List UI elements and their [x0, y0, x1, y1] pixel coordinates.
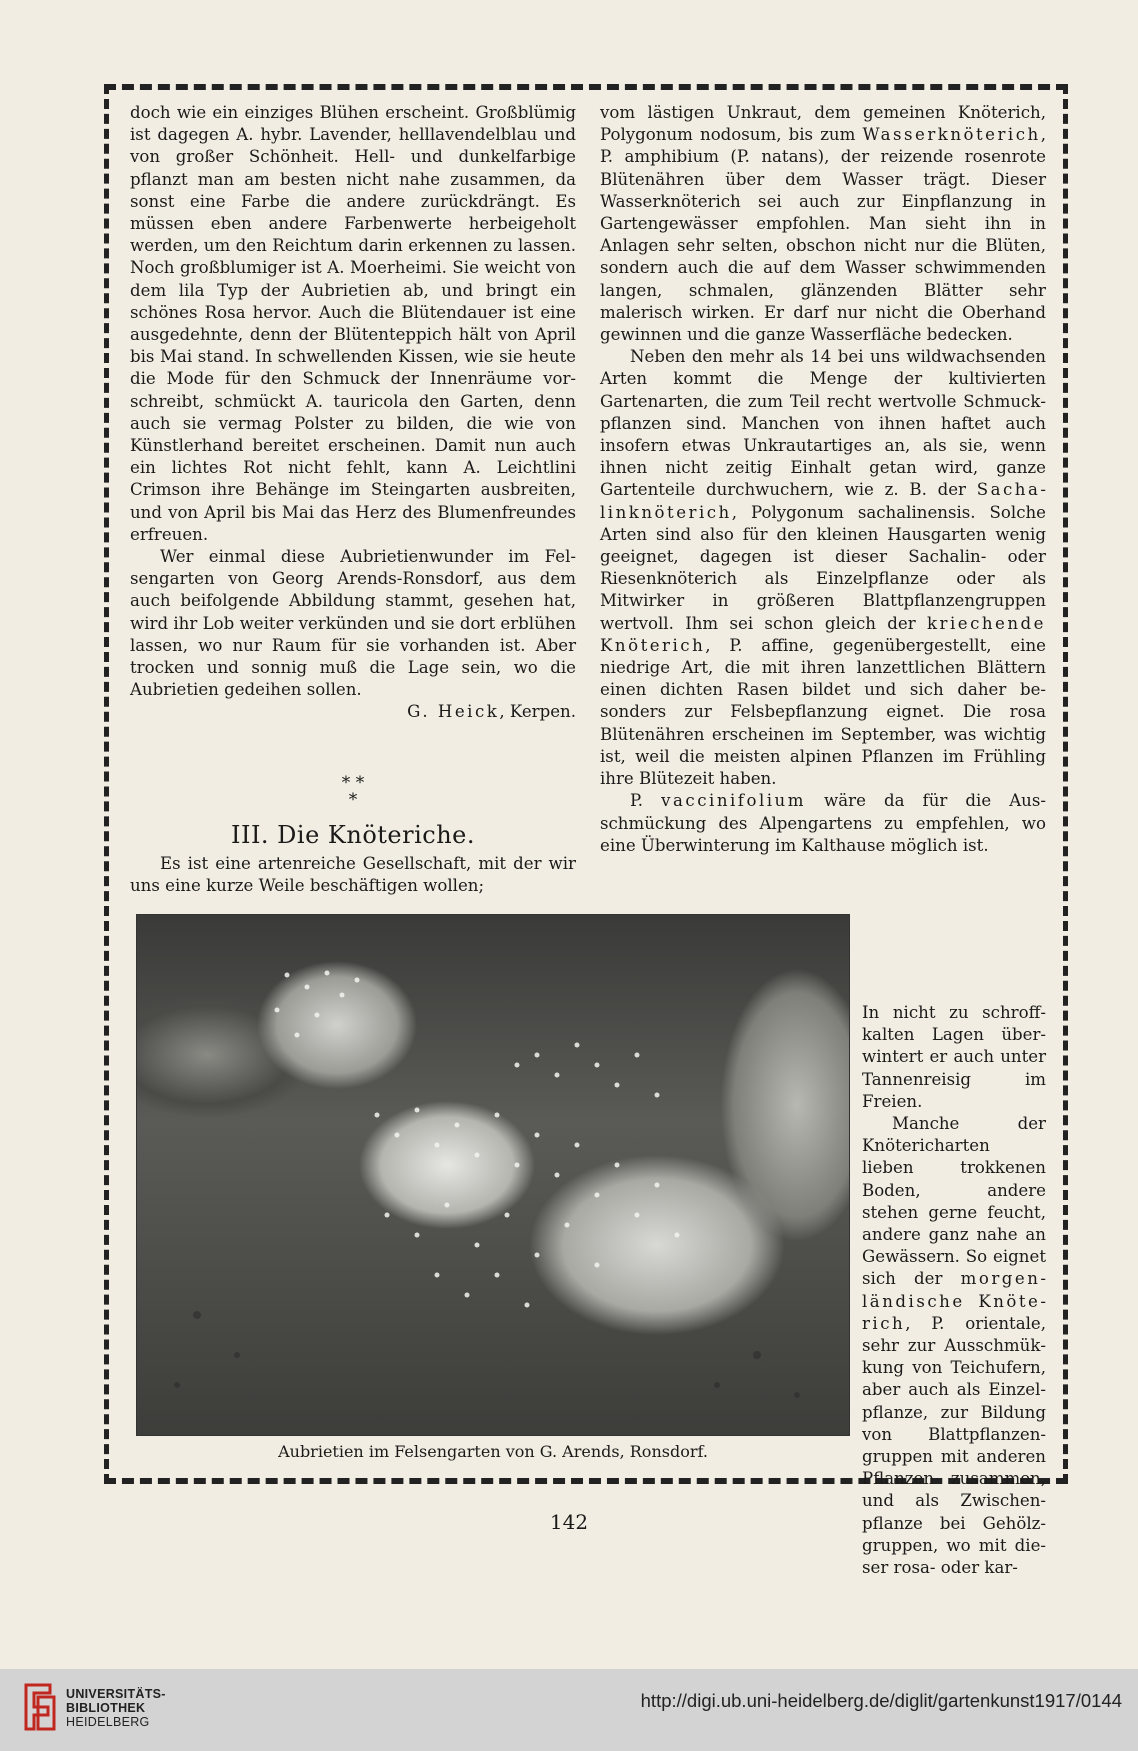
narrow-column	[862, 1002, 1046, 1579]
paragraph	[600, 790, 1046, 857]
source-url-link[interactable]: http://digi.ub.uni-heidelberg.de/diglit/gartenkunst1917/0144	[640, 1690, 1122, 1711]
paragraph: Es ist eine artenreiche Gesellschaft, mit der wir uns eine kurze Weile beschäftigen wollen;	[130, 854, 576, 896]
left-column	[130, 102, 576, 724]
page-number: 142	[549, 1510, 589, 1534]
spaced-term: kriechende Knöterich	[600, 613, 1046, 655]
text-run: , P. orientale, sehr zur Ausschmükkung von Teichufern, aber auch als Einzelpflanze, zur Bildung von Blattpflanzengruppen mit anderen Pflanzen zusammen, und als Zwischenpflanze bei Gehölzgruppen, wo mit dieser rosa- oder kar-	[862, 1313, 1046, 1578]
library-logo-icon	[22, 1681, 58, 1733]
text-run: , P. affine, gegenübergestellt, eine niedrige Art, die mit ihren lanzettlichen Blättern einen dichten Rasen bildet und sich daher besonders zur Felsbepflanzung eignet. Die rosa Blütenähren erscheinen im September, was wichtig ist, weil die meisten alpinen Pflanzen im Frühling ihre Blütezeit haben.	[600, 635, 1046, 789]
text-run: , Polygonum sachalinensis. Solche Arten sind also für den kleinen Hausgarten wenig geeignet, dagegen ist dieser Sachalin- oder Riesenknöterich als Einzelpflanze oder als Mitwirker in größeren Blattpflanzengruppen wertvoll. Ihm sei schon gleich der	[600, 502, 1046, 633]
right-column	[600, 102, 1046, 857]
spaced-term: Wasserknöterich	[862, 125, 1041, 145]
text-run: P.	[630, 791, 662, 811]
library-logo-text	[66, 1687, 166, 1729]
stars-top: * *	[341, 773, 365, 793]
paragraph: Wer einmal diese Aubrietienwunder im Felsengarten von Georg Arends-Ronsdorf, aus dem auch beifolgende Abbildung stammt, gesehen hat, wird ihr Lob weiter verkünden und sie dort erblühen lassen, wo nur Raum für sie vorhanden ist. Aber trocken und sonnig muß die Lage sein, wo die Aubrietien gedeihen sollen.	[130, 547, 576, 700]
aubrietia-rock-garden-photo	[136, 914, 850, 1436]
text-run: vom lästigen Unkraut, dem gemeinen Knöterich, Polygonum nodosum, bis zum	[600, 103, 1046, 145]
logo-line: UNIVERSITÄTS-	[66, 1687, 166, 1701]
paragraph: In nicht zu schroffkalten Lagen überwintert er auch unter Tannenreisig im Freien.	[862, 1003, 1046, 1111]
paragraph: doch wie ein einziges Blühen erscheint. Großblümig ist dagegen A. hybr. Lavender, helllavendelblau und von großer Schönheit. Hell- und dunkelfarbige pflanzt man am besten nicht nahe zusammen, da sonst eine Farbe die andere zurückdrängt. Es müssen eben andere Farbenwerte herbeigeholt werden, um den Reichtum darin erkennen zu lassen. Noch großblumiger ist A. Moerheimi. Sie weicht von dem lila Typ der Aubrietien ab, und bringt ein schönes Rosa hervor. Auch die Blütendauer ist eine ausgedehnte, denn der Blütenteppich hält von April bis Mai stand. In schwellenden Kissen, wie sie heute die Mode für den Schmuck der Innenräume vorschreibt, schmückt A. tauricola den Garten, denn auch sie vermag Polster zu bilden, die wie von Künstlerhand bereitet erscheinen. Damit nun auch ein lichtes Rot nicht fehlt, kann A. Leichtlini Crimson ihre Behänge im Steingarten ausbreiten, und von April bis Mai das Herz des Blumenfreundes erfreuen.	[130, 103, 576, 544]
spaced-term: Sachalinknöterich	[600, 480, 1046, 522]
text-run: wäre da für die Ausschmückung des Alpengartens zu empfehlen, wo eine Überwinterung im Kalthause möglich ist.	[600, 791, 1046, 855]
spaced-term: morgenländische Knöterich	[862, 1269, 1046, 1333]
author-signature	[130, 701, 576, 723]
section-heading: III. Die Knöteriche.	[230, 821, 475, 849]
spaced-term: vaccinifolium	[661, 791, 806, 811]
photo-texture	[137, 915, 849, 1435]
author-name: G. Heick	[407, 702, 500, 722]
stars-bottom: *	[348, 790, 358, 810]
logo-line: HEIDELBERG	[66, 1715, 150, 1729]
section-divider-stars	[300, 775, 406, 809]
paragraph	[600, 346, 1046, 790]
author-place: , Kerpen.	[499, 702, 576, 722]
paragraph	[600, 102, 1046, 346]
left-column-lower	[130, 853, 576, 897]
logo-line: BIBLIOTHEK	[66, 1701, 146, 1715]
text-run: , P. amphibium (P. natans), der reizende rosenrote Blütenähren über dem Wasser trägt. Dieser Wasserknöterich sei auch zur Einpflanzung in Gartengewässer empfohlen. Man sieht ihn in Anlagen sehr selten, obschon nicht nur die Blüten, sondern auch die auf dem Wasser schwimmenden langen, schmalen, glänzenden Blätter sehr malerisch wirken. Er darf nur nicht die Oberhand gewinnen und die ganze Wasserfläche bedecken.	[600, 125, 1046, 345]
text-run: Neben den mehr als 14 bei uns wildwachsenden Arten kommt die Menge der kultivierten Gartenarten, die zum Teil recht wertvolle Schmuckpflanzen sind. Manchen von ihnen haftet auch insofern etwas Unkrautartiges an, als sie, wenn ihnen nicht zeitig Einhalt getan wird, ganze Gartenteile durchwuchern, wie z. B. der	[600, 347, 1046, 500]
text-run: Manche der Knötericharten lieben trokkenen Boden, andere stehen gerne feucht, andere ganz nahe an Gewässern. So eignet sich der	[862, 1114, 1046, 1289]
photo-caption: Aubrietien im Felsengarten von G. Arends, Ronsdorf.	[278, 1442, 708, 1461]
